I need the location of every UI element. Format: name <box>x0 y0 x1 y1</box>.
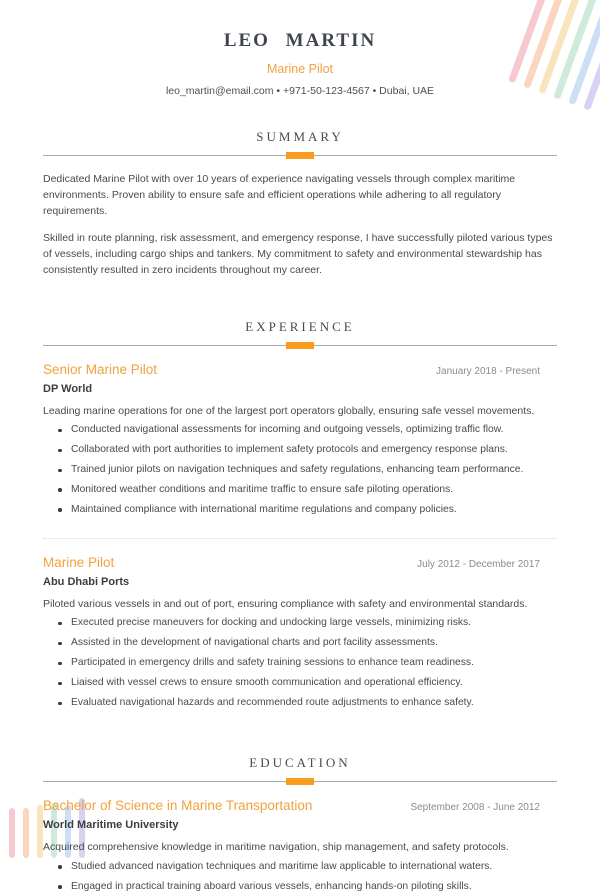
bullet-item: Conducted navigational assessments for incoming and outgoing vessels, optimizing traffic flow. <box>43 423 557 438</box>
contact-line: leo_martin@email.com • +971-50-123-4567 • Dubai, UAE <box>165 85 435 97</box>
section-divider <box>43 345 557 346</box>
section-divider <box>43 155 557 156</box>
bullet-item: Collaborated with port authorities to implement safety protocols and emergency response plans. <box>43 443 557 458</box>
divider-accent-bar <box>286 342 314 349</box>
school-name: World Maritime University <box>43 819 179 832</box>
job-dates: July 2012 - December 2017 <box>417 558 540 570</box>
job-title: Senior Marine Pilot <box>43 361 158 377</box>
divider-accent-bar <box>286 778 314 785</box>
summary-heading: SUMMARY <box>256 129 344 144</box>
job-dates: January 2018 - Present <box>436 365 540 377</box>
degree-description: Acquired comprehensive knowledge in maritime navigation, ship management, and safety protocols. <box>43 841 509 854</box>
degree-dates: September 2008 - June 2012 <box>410 802 540 814</box>
bullet-item: Liaised with vessel crews to ensure smooth communication and operational efficiency. <box>43 676 557 691</box>
degree-bullet-list <box>43 860 557 895</box>
summary-paragraph: Dedicated Marine Pilot with over 10 years of experience navigating vessels through complex maritime environments. Proven ability to ensure safe and efficient operations while adhering to all regulatory requirements. <box>43 173 516 217</box>
job-company: Abu Dhabi Ports <box>43 575 130 588</box>
job-bullet-list <box>43 616 557 711</box>
resume-job-title: Marine Pilot <box>267 62 333 76</box>
education-entry <box>43 798 557 895</box>
section-divider <box>43 781 557 782</box>
bullet-item: Executed precise maneuvers for docking and undocking large vessels, minimizing risks. <box>43 616 557 631</box>
section-summary <box>43 129 557 279</box>
experience-entry <box>43 555 557 711</box>
summary-paragraph: Skilled in route planning, risk assessment, and emergency response, I have successfully piloted various types of vessels, including cargo ships and tankers. My commitment to safety and environmental stewardship has consistently resulted in zero incidents throughout my career. <box>43 232 553 276</box>
job-description: Leading marine operations for one of the largest port operators globally, ensuring safe vessel movements. <box>43 404 535 417</box>
bullet-item: Maintained compliance with international maritime regulations and company policies. <box>43 503 557 518</box>
education-heading: EDUCATION <box>249 755 351 771</box>
job-company: DP World <box>43 382 93 395</box>
bullet-item: Studied advanced navigation techniques and maritime law applicable to international waters. <box>43 860 557 875</box>
bullet-item: Monitored weather conditions and maritime traffic to ensure safe piloting operations. <box>43 483 557 498</box>
bullet-item: Evaluated navigational hazards and recommended route adjustments to enhance safety. <box>43 696 557 711</box>
bullet-item: Trained junior pilots on navigation techniques and safety regulations, enhancing team performance. <box>43 463 557 478</box>
section-education <box>43 755 557 895</box>
job-title: Marine Pilot <box>43 554 115 570</box>
experience-entry <box>43 362 557 518</box>
experience-heading: EXPERIENCE <box>245 318 355 334</box>
divider-accent-bar <box>286 152 314 159</box>
degree-title: Bachelor of Science in Marine Transportation <box>43 798 313 814</box>
resume-name: LEO MARTIN <box>223 30 377 51</box>
bullet-item: Engaged in practical training aboard various vessels, enhancing hands-on piloting skills. <box>43 880 557 895</box>
job-bullet-list <box>43 423 557 518</box>
bullet-item: Assisted in the development of navigational charts and port facility assessments. <box>43 636 557 651</box>
dotted-divider <box>43 538 557 539</box>
bullet-item: Participated in emergency drills and safety training sessions to enhance team readiness. <box>43 656 557 671</box>
job-description: Piloted various vessels in and out of port, ensuring compliance with safety and environmental standards. <box>43 597 528 610</box>
section-experience <box>43 319 557 712</box>
